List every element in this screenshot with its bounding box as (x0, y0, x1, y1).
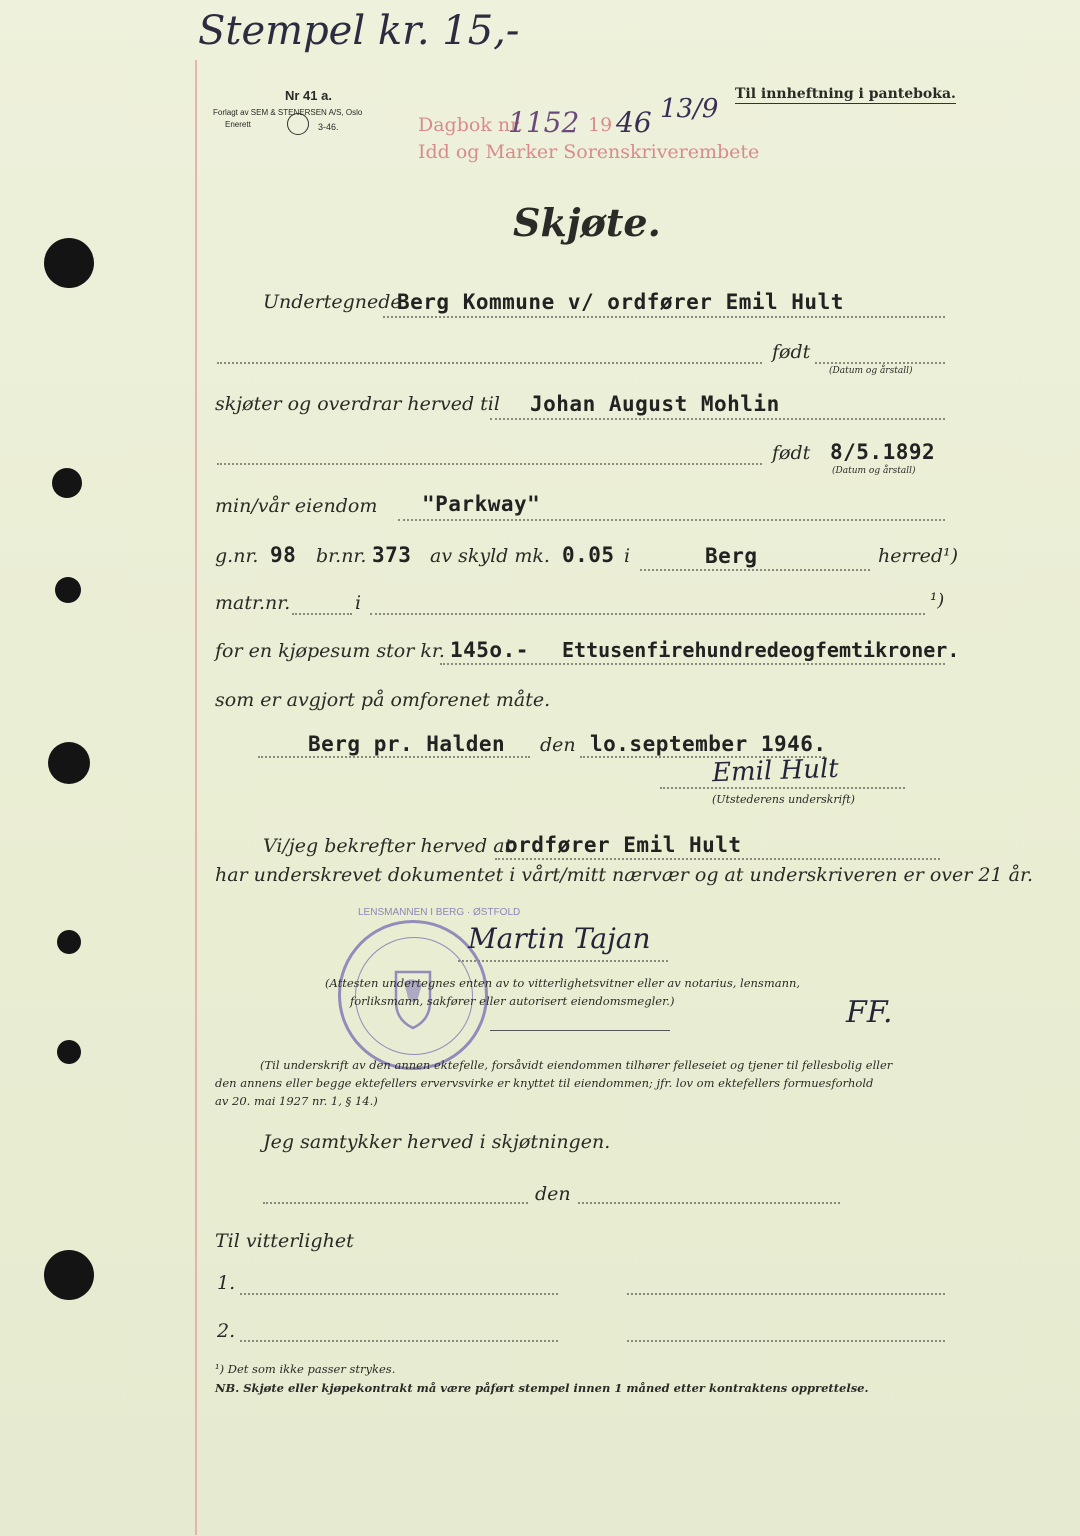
dotted-line (627, 1340, 945, 1342)
initials: FF. (846, 995, 893, 1030)
binder-hole (44, 1250, 94, 1300)
dotted-line (370, 613, 925, 615)
dotted-line (383, 316, 945, 318)
i-label-1: i (624, 545, 631, 567)
vitterlighet-label: Til vitterlighet (215, 1230, 354, 1252)
herred-value: Berg (705, 544, 758, 568)
footnote-2: NB. Skjøte eller kjøpekontrakt må være påført stempel innen 1 måned etter kontraktens opprettelse. (215, 1381, 869, 1395)
attest-note-2: forliksmann, sakfører eller autorisert eiendomsmegler.) (350, 994, 675, 1008)
dagbok-date: 13/9 (660, 94, 719, 124)
kjopesum-label: for en kjøpesum stor kr. (215, 640, 445, 662)
dagbok-year: 46 (616, 106, 652, 139)
dotted-line (815, 362, 945, 364)
dotted-line (627, 1293, 945, 1295)
spouse-note-1: (Til underskrift av den annen ektefelle, forsåvidt eiendommen tilhører felleseiet og tjener til fellesbolig eller (260, 1058, 893, 1072)
gnr-label: g.nr. (215, 545, 259, 567)
dotted-line (258, 756, 530, 758)
dagbok-year-prefix: 19 (588, 114, 613, 136)
i-label-2: i (355, 592, 362, 614)
fodt-label-2: født (772, 442, 811, 464)
footnote-1: ¹) Det som ikke passer strykes. (215, 1362, 396, 1376)
gnr-value: 98 (270, 543, 297, 567)
office-stamp: Idd og Marker Sorenskriverembete (418, 141, 760, 163)
binder-hole (57, 930, 81, 954)
skyld-value: 0.05 (562, 543, 615, 567)
date-value: lo.september 1946. (590, 732, 827, 756)
til-innheftning: Til innheftning i panteboka. (735, 86, 956, 102)
eiendom-label: min/vår eiendom (215, 495, 378, 517)
samtykke-text: Jeg samtykker herved i skjøtningen. (263, 1131, 611, 1153)
dotted-line (495, 858, 940, 860)
avgjort-text: som er avgjort på omforenet måte. (215, 689, 551, 711)
publisher-date: 3-46. (318, 122, 339, 132)
fodt-label-1: født (772, 341, 811, 363)
dagbok-number: 1152 (508, 106, 580, 139)
fodt-value-2: 8/5.1892 (830, 440, 936, 464)
document-title: Skjøte. (513, 200, 661, 245)
dotted-line (398, 519, 945, 521)
dotted-line (263, 1202, 528, 1204)
attest-label: Vi/jeg bekrefter herved at (263, 835, 513, 857)
signature-emil-hult: Emil Hult (711, 753, 840, 789)
form-number: Nr 41 a. (285, 88, 332, 103)
witness-number-1: 1. (217, 1272, 236, 1294)
dotted-line (217, 463, 762, 465)
attest-line2: har underskrevet dokumentet i vårt/mitt nærvær og at underskriveren er over 21 år. (215, 864, 1033, 886)
place-value: Berg pr. Halden (308, 732, 506, 756)
stempel-handwriting: Stempel kr. 15,- (198, 8, 520, 54)
signature-martin: Martin Tajan (468, 922, 651, 955)
binder-hole (52, 468, 82, 498)
seal-text: LENSMANNEN I BERG · ØSTFOLD (358, 907, 521, 918)
herred-label: herred¹) (878, 545, 959, 567)
kjopesum-words: Ettusenfirehundredeogfemtikroner. (562, 638, 960, 662)
publisher-line2: Enerett (225, 120, 251, 129)
dotted-line (490, 418, 945, 420)
dotted-line (578, 1202, 840, 1204)
witness-number-2: 2. (217, 1320, 236, 1342)
dotted-line (240, 1293, 558, 1295)
undertegnede-label: Undertegnede (263, 291, 402, 313)
skyld-label: av skyld mk. (430, 545, 550, 567)
signature-line (490, 1030, 670, 1031)
skjoter-label: skjøter og overdrar herved til (215, 393, 500, 415)
dotted-line (660, 787, 905, 789)
spouse-note-2: den annens eller begge ektefellers ervervsvirke er knyttet til eiendommen; jfr. lov om ektefellers formuesforhold (215, 1076, 874, 1090)
dotted-line (458, 960, 668, 962)
dotted-line (640, 569, 870, 571)
binder-hole (55, 577, 81, 603)
publisher-line1: Forlagt av SEM & STENERSEN A/S, Oslo (213, 108, 363, 117)
utsteder-note: (Utstederens underskrift) (712, 793, 855, 806)
attest-note-1: (Attesten undertegnes enten av to vitterlighetsvitner eller av notarius, lensmann, (325, 976, 801, 990)
publisher-logo (287, 113, 309, 135)
brnr-value: 373 (372, 543, 412, 567)
dotted-line (292, 613, 352, 615)
datum-note-2: (Datum og årstall) (832, 466, 916, 476)
den-label: den (540, 734, 576, 756)
dotted-line (240, 1340, 558, 1342)
skjoter-value: Johan August Mohlin (530, 392, 780, 416)
margin-line (195, 60, 197, 1535)
binder-hole (48, 742, 90, 784)
kjopesum-value: 145o.- (450, 638, 529, 662)
binder-hole (57, 1040, 81, 1064)
spouse-den-label: den (535, 1183, 571, 1205)
binder-hole (44, 238, 94, 288)
matr-label: matr.nr. (215, 592, 291, 614)
attest-value: ordfører Emil Hult (505, 833, 742, 857)
datum-note-1: (Datum og årstall) (829, 366, 913, 376)
spouse-note-3: av 20. mai 1927 nr. 1, § 14.) (215, 1094, 378, 1108)
paren-note-1: ¹) (930, 590, 945, 611)
dotted-line (440, 663, 945, 665)
dagbok-label: Dagbok nr. (418, 114, 524, 136)
eiendom-value: "Parkway" (422, 492, 541, 516)
dotted-line (217, 362, 762, 364)
brnr-label: br.nr. (316, 545, 367, 567)
undertegnede-value: Berg Kommune v/ ordfører Emil Hult (397, 290, 844, 314)
